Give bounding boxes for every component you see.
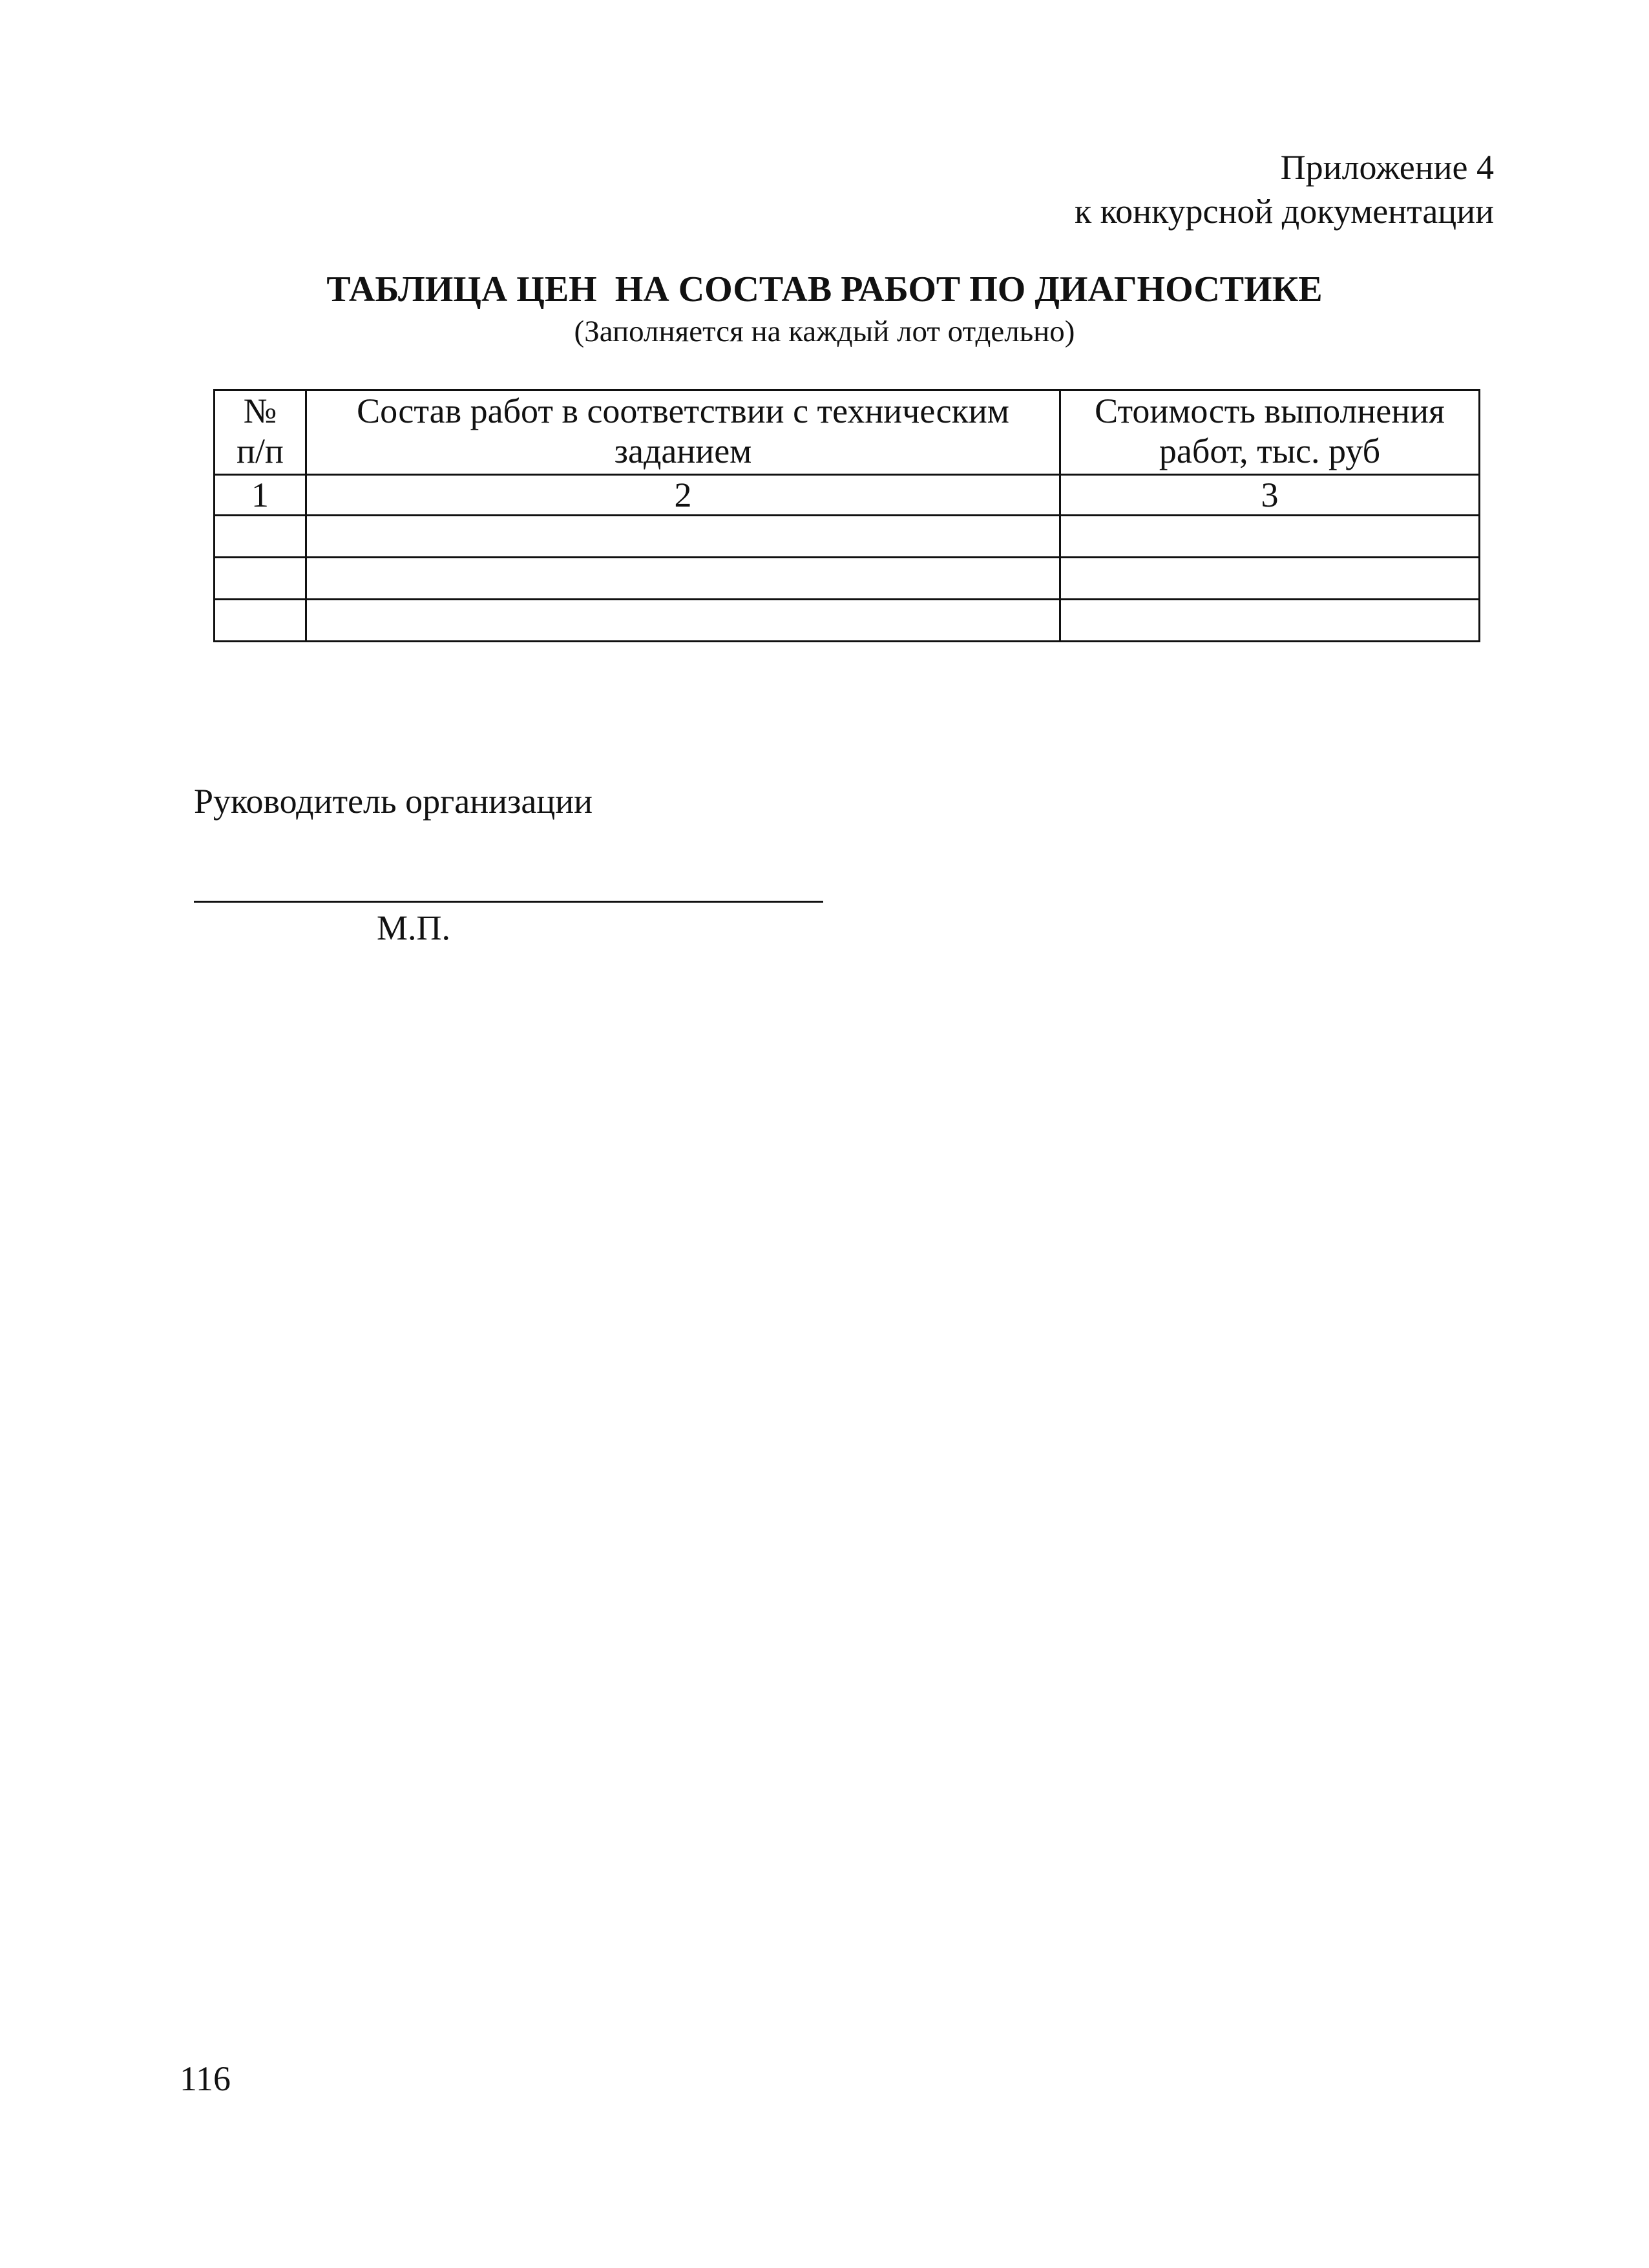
row-number-cell[interactable] bbox=[215, 600, 306, 642]
page-number: 116 bbox=[180, 2059, 231, 2098]
document-subtitle: (Заполняется на каждый лот отдельно) bbox=[574, 315, 1075, 348]
column-number-cell: 3 bbox=[1060, 475, 1480, 516]
appendix-number: Приложение 4 bbox=[1280, 148, 1494, 187]
cost-cell[interactable] bbox=[1060, 558, 1480, 600]
table-row bbox=[215, 558, 1480, 600]
cost-cell[interactable] bbox=[1060, 600, 1480, 642]
document-title: ТАБЛИЦА ЦЕН НА СОСТАВ РАБОТ ПО ДИАГНОСТИКЕ bbox=[326, 269, 1323, 310]
column-number-row bbox=[215, 475, 1480, 516]
stamp-label: М.П. bbox=[377, 908, 451, 947]
header-cell-number bbox=[215, 390, 306, 475]
row-number-cell[interactable] bbox=[215, 516, 306, 558]
appendix-caption bbox=[1075, 145, 1494, 233]
column-number-cell: 2 bbox=[306, 475, 1060, 516]
signature-line bbox=[194, 901, 823, 903]
work-scope-cell[interactable] bbox=[306, 516, 1060, 558]
table-row bbox=[215, 600, 1480, 642]
work-scope-cell[interactable] bbox=[306, 600, 1060, 642]
header-cell-work-scope bbox=[306, 390, 1060, 475]
cost-cell[interactable] bbox=[1060, 516, 1480, 558]
column-number-cell: 1 bbox=[215, 475, 306, 516]
header-number-line2: п/п bbox=[236, 432, 284, 470]
price-table bbox=[213, 389, 1480, 642]
table-row bbox=[215, 516, 1480, 558]
signatory-label: Руководитель организации bbox=[194, 782, 593, 821]
row-number-cell[interactable] bbox=[215, 558, 306, 600]
header-work-scope-line1: Состав работ в соответствии с техническим bbox=[357, 392, 1009, 430]
header-cost-line1: Стоимость выполнения bbox=[1095, 392, 1445, 430]
appendix-reference: к конкурсной документации bbox=[1074, 192, 1494, 231]
header-cost-line2: работ, тыс. руб bbox=[1159, 432, 1381, 470]
header-cell-cost bbox=[1060, 390, 1480, 475]
header-work-scope-line2: заданием bbox=[614, 432, 752, 470]
table-header-row bbox=[215, 390, 1480, 475]
work-scope-cell[interactable] bbox=[306, 558, 1060, 600]
header-number-line1: № bbox=[243, 392, 277, 430]
